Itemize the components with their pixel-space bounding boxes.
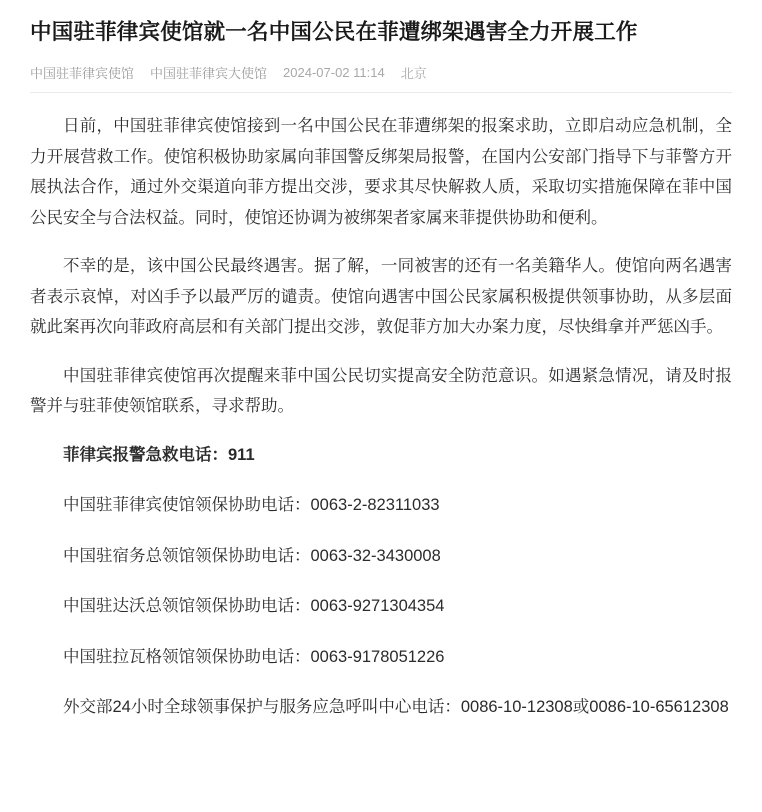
- source-secondary-label[interactable]: 中国驻菲律宾大使馆: [150, 66, 268, 82]
- publish-location: 北京: [400, 66, 427, 82]
- article-paragraph: 不幸的是，该中国公民最终遇害。据了解，一同被害的还有一名美籍华人。使馆向两名遇害者表示哀悼，对凶手予以最严厉的谴责。使馆向遇害中国公民家属积极提供领事协助，从多层面就此案再次向菲政府高层和有关部门提出交涉，敦促菲方加大办案力度，尽快缉拿并严惩凶手。: [30, 257, 732, 337]
- article-paragraph: 菲律宾报警急救电话：911: [63, 445, 255, 464]
- article-body: [30, 111, 732, 723]
- article-paragraph: 外交部24小时全球领事保护与服务应急呼叫中心电话：0086-10-12308或0086-10-65612308: [63, 698, 729, 717]
- article-paragraph: 中国驻拉瓦格领馆领保协助电话：0063-9178051226: [63, 647, 445, 666]
- meta-divider: [30, 92, 732, 93]
- page-title: 中国驻菲律宾使馆就一名中国公民在菲遭绑架遇害全力开展工作: [30, 20, 638, 44]
- article-paragraph: 中国驻菲律宾使馆再次提醒来菲中国公民切实提高安全防范意识。如遇紧急情况，请及时报警并与驻菲使领馆联系，寻求帮助。: [30, 366, 732, 416]
- publish-timestamp: 2024-07-02 11:14: [283, 65, 385, 81]
- article-paragraph: 中国驻宿务总领馆领保协助电话：0063-32-3430008: [63, 546, 441, 565]
- article-paragraph: 日前，中国驻菲律宾使馆接到一名中国公民在菲遭绑架的报案求助，立即启动应急机制，全力开展营救工作。使馆积极协助家属向菲国警反绑架局报警，在国内公安部门指导下与菲警方开展执法合作，通过外交渠道向菲方提出交涉，要求其尽快解救人质，采取切实措施保障在菲中国公民安全与合法权益。同时，使馆还协调为被绑架者家属来菲提供协助和便利。: [30, 117, 732, 227]
- article-paragraph: 中国驻达沃总领馆领保协助电话：0063-9271304354: [63, 597, 445, 616]
- article-meta: [30, 63, 732, 82]
- article-paragraph: 中国驻菲律宾使馆领保协助电话：0063-2-82311033: [63, 496, 440, 515]
- source-primary-label: 中国驻菲律宾使馆: [30, 66, 135, 82]
